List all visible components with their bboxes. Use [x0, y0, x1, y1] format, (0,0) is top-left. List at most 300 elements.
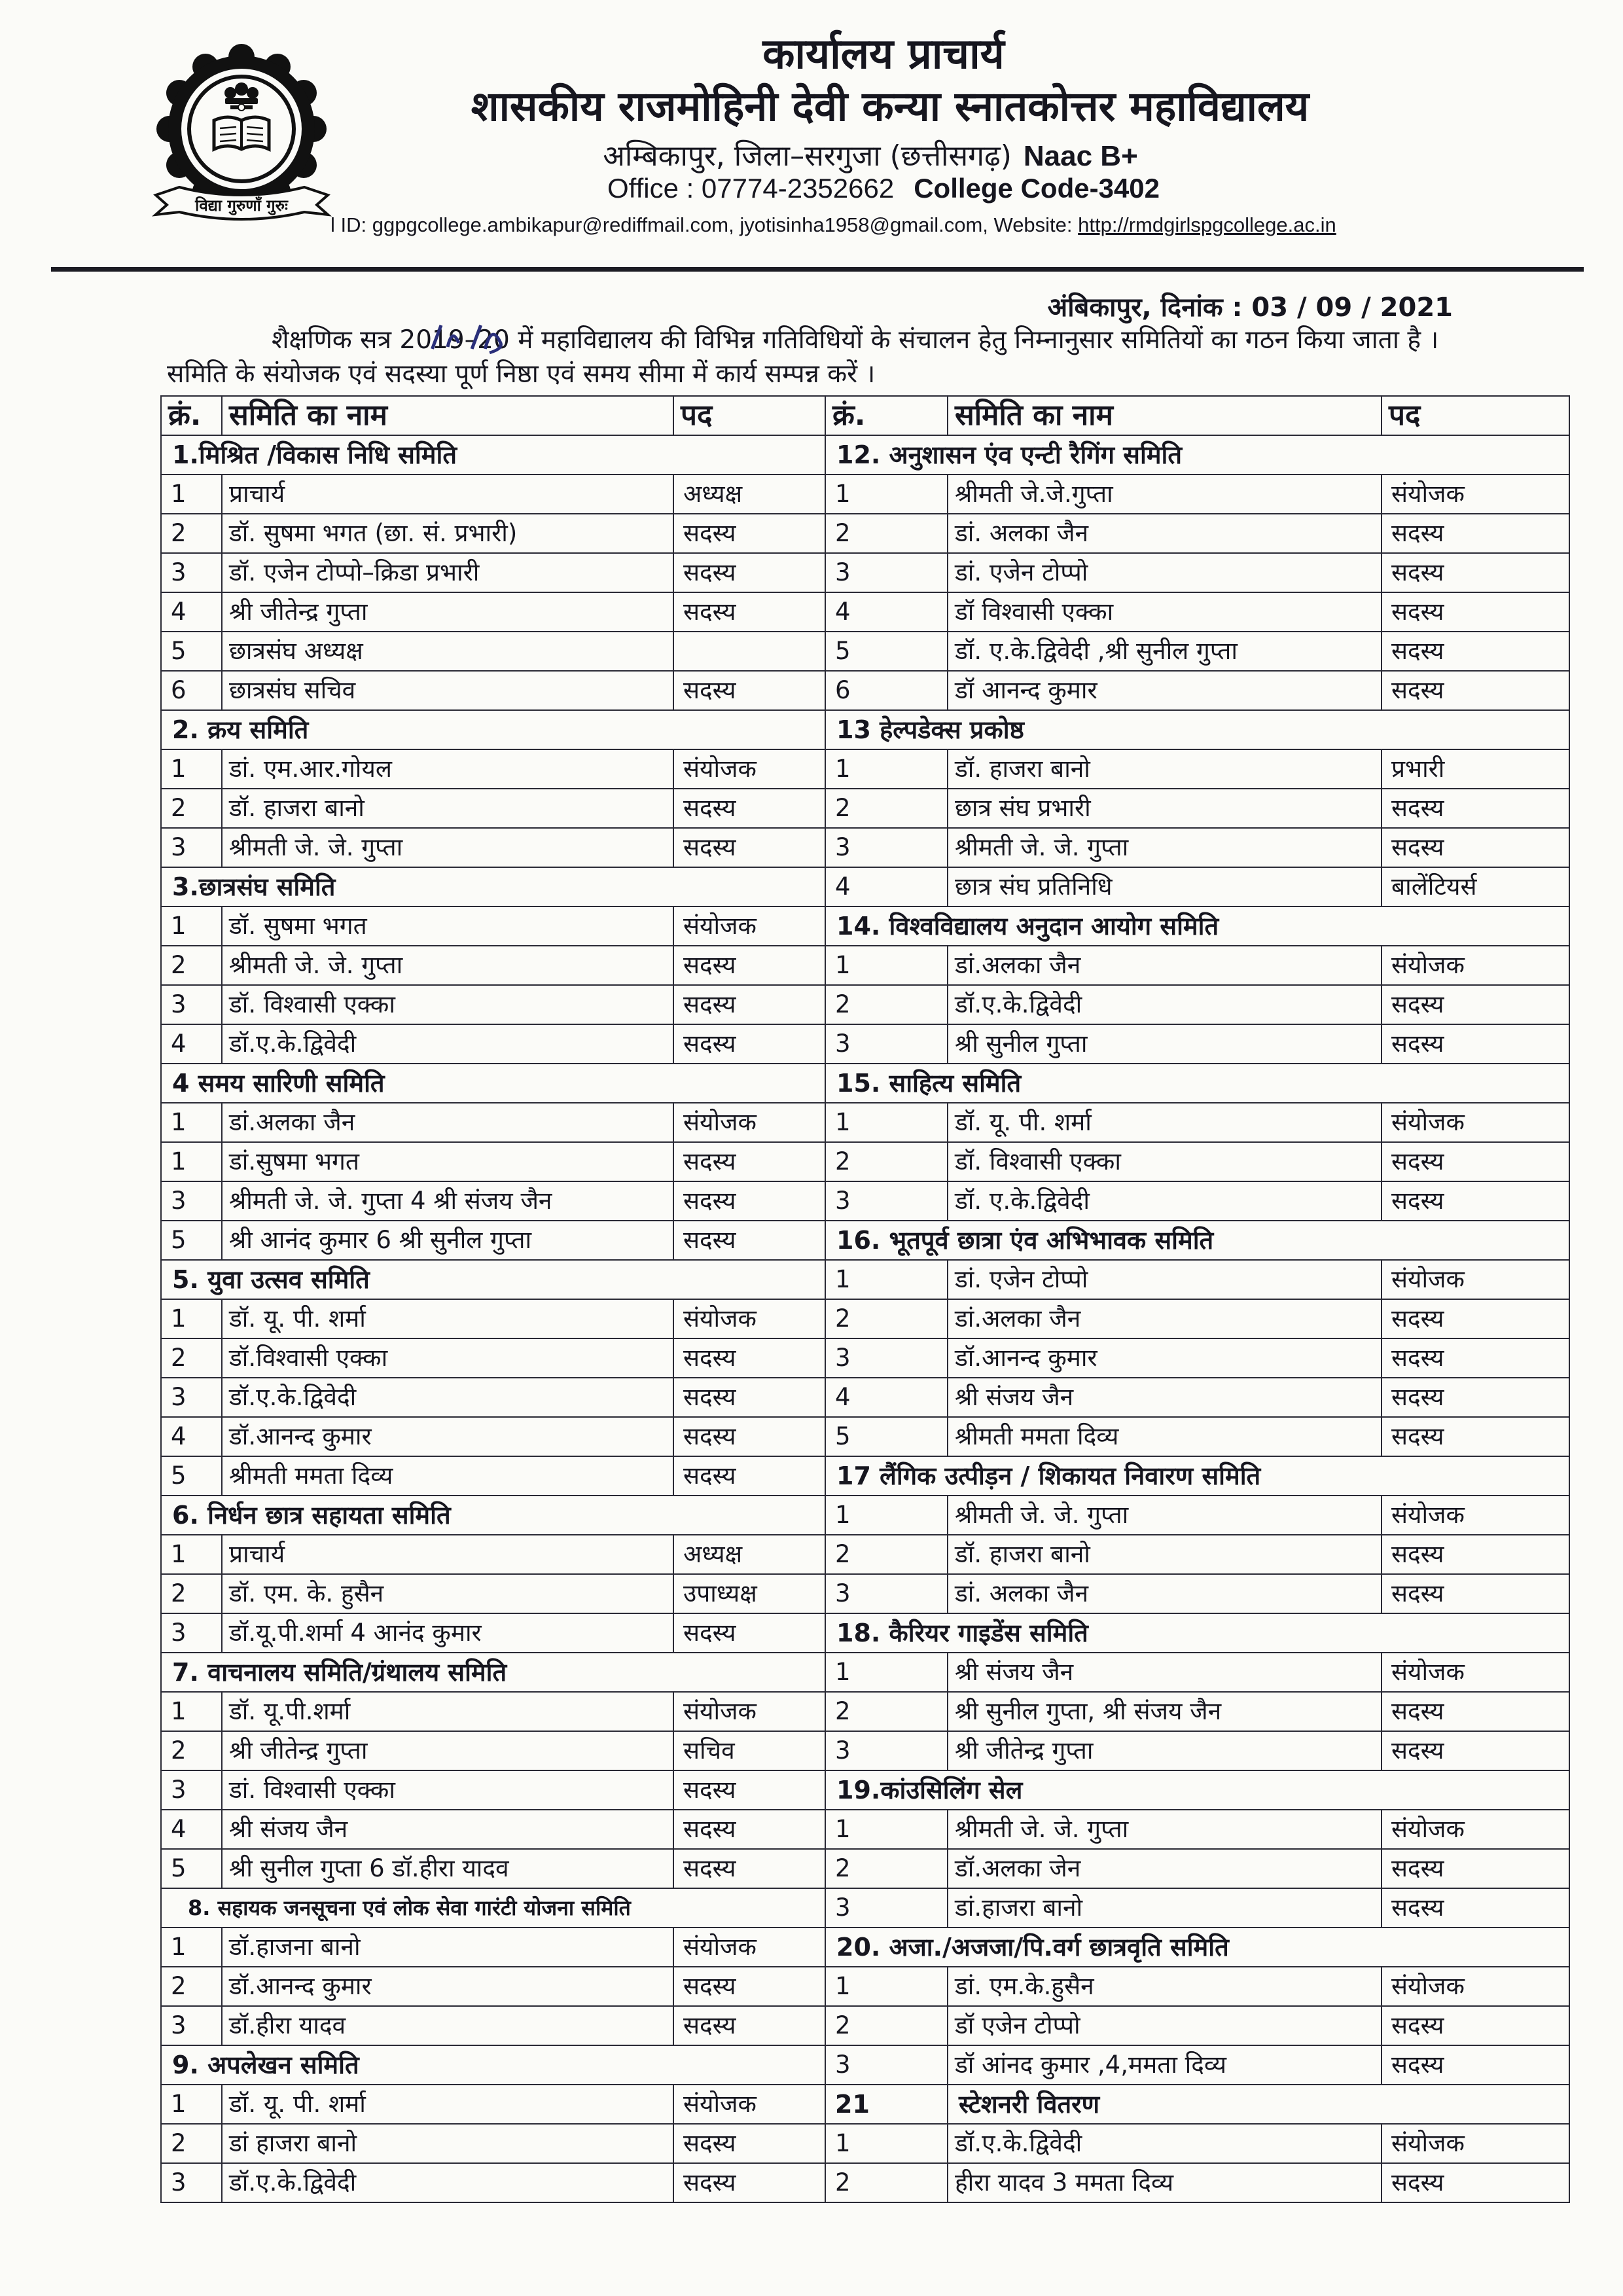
member-role: सदस्य: [673, 1810, 825, 1849]
member-name: डॉ.अलका जेन: [948, 1849, 1382, 1888]
member-name: छात्रसंघ अध्यक्ष: [222, 632, 673, 671]
member-name: डॉ आंनद कुमार ,4,ममता दिव्य: [948, 2045, 1382, 2085]
member-role: [673, 632, 825, 671]
column-header-number: क्रं.: [161, 396, 222, 435]
member-name: डॉ. हाजरा बानो: [948, 1535, 1382, 1574]
member-role: बालेंटियर्स: [1382, 867, 1569, 906]
member-name: श्रीमती ममता दिव्य: [948, 1417, 1382, 1456]
table-row: [161, 1417, 1569, 1456]
member-role: प्रभारी: [1382, 749, 1569, 789]
member-name: डॉ विश्वासी एक्का: [948, 592, 1382, 632]
member-number: 3: [825, 828, 948, 867]
member-number: 3: [825, 553, 948, 592]
member-role: सदस्य: [673, 1613, 825, 1653]
table-row: [161, 906, 1569, 946]
office-contact-line: [524, 173, 1243, 204]
member-number: 3: [825, 1574, 948, 1613]
member-number: 3: [825, 1731, 948, 1770]
member-role: सदस्य: [673, 1849, 825, 1888]
member-role: संयोजक: [1382, 1967, 1569, 2006]
member-name: छात्र संघ प्रतिनिधि: [948, 867, 1382, 906]
member-role: सदस्य: [1382, 1338, 1569, 1378]
member-number: 1: [161, 1535, 222, 1574]
member-role: सदस्य: [673, 946, 825, 985]
table-row: [161, 632, 1569, 671]
member-name: श्रीमती जे. जे. गुप्ता: [948, 1810, 1382, 1849]
member-role: संयोजक: [673, 749, 825, 789]
table-row: [161, 553, 1569, 592]
member-number: 2: [161, 946, 222, 985]
member-name: डॉ. विश्वासी एक्का: [222, 985, 673, 1024]
member-number: 5: [161, 632, 222, 671]
committee-heading: 5. युवा उत्सव समिति: [161, 1260, 825, 1299]
committee-heading: 2. क्रय समिति: [161, 710, 825, 749]
member-role: सदस्य: [1382, 1299, 1569, 1338]
intro-prefix: शैक्षणिक सत्र: [272, 325, 400, 355]
member-number: 4: [825, 1378, 948, 1417]
member-name: श्रीमती जे.जे.गुप्ता: [948, 475, 1382, 514]
member-role: सदस्य: [1382, 1731, 1569, 1770]
member-role: सदस्य: [673, 985, 825, 1024]
table-row: [161, 1064, 1569, 1103]
table-row: [161, 1496, 1569, 1535]
member-name: प्राचार्य: [222, 475, 673, 514]
member-name: डॉ.विश्वासी एक्का: [222, 1338, 673, 1378]
member-role: सदस्य: [1382, 592, 1569, 632]
member-name: डॉ आनन्द कुमार: [948, 671, 1382, 710]
member-role: सदस्य: [673, 1456, 825, 1496]
member-number: 4: [161, 592, 222, 632]
member-name: श्री संजय जैन: [948, 1378, 1382, 1417]
table-row: [161, 1103, 1569, 1142]
table-row: [161, 2085, 1569, 2124]
member-name: छात्रसंघ सचिव: [222, 671, 673, 710]
session-year: [399, 323, 509, 357]
member-role: संयोजक: [1382, 1810, 1569, 1849]
table-row: [161, 435, 1569, 475]
email-text: l ID: ggpgcollege.ambikapur@rediffmail.com, jyotisinha1958@gmail.com, Website:: [330, 213, 1079, 236]
member-name: डां.अलका जैन: [222, 1103, 673, 1142]
member-role: संयोजक: [1382, 2124, 1569, 2163]
member-role: सदस्य: [1382, 1378, 1569, 1417]
handwritten-correction-icon: [399, 319, 509, 359]
member-role: सदस्य: [1382, 789, 1569, 828]
table-row: [161, 475, 1569, 514]
member-number: 1: [161, 1299, 222, 1338]
member-role: सदस्य: [673, 1024, 825, 1064]
member-name: श्री सुनील गुप्ता 6 डॉ.हीरा यादव: [222, 1849, 673, 1888]
committee-heading: 12. अनुशासन एंव एन्टी रैगिंग समिति: [825, 435, 1569, 475]
table-row: [161, 2124, 1569, 2163]
member-name: डॉ. एम. के. हुसैन: [222, 1574, 673, 1613]
member-name: डॉ.ए.के.द्विवेदी: [222, 1024, 673, 1064]
member-role: संयोजक: [1382, 1103, 1569, 1142]
table-header-row: [161, 396, 1569, 435]
session-year-text: 2019–20: [399, 325, 510, 355]
column-header-role: पद: [1382, 396, 1569, 435]
member-name: डॉ.यू.पी.शर्मा 4 आनंद कुमार: [222, 1613, 673, 1653]
member-role: सदस्य: [673, 1770, 825, 1810]
table-row: [161, 514, 1569, 553]
member-name: प्राचार्य: [222, 1535, 673, 1574]
table-row: [161, 789, 1569, 828]
logo-motto: विद्या गुरुणाँ गुरुः: [195, 196, 288, 215]
table-row: [161, 671, 1569, 710]
member-role: सदस्य: [1382, 985, 1569, 1024]
member-name: डां.सुषमा भगत: [222, 1142, 673, 1181]
member-number: 3: [161, 1770, 222, 1810]
member-name: डॉ. सुषमा भगत (छा. सं. प्रभारी): [222, 514, 673, 553]
table-row: [161, 1535, 1569, 1574]
member-role: सदस्य: [673, 2124, 825, 2163]
table-row: [161, 1574, 1569, 1613]
member-number: 1: [161, 906, 222, 946]
committee-heading: 20. अजा./अजजा/पि.वर्ग छात्रवृति समिति: [825, 1928, 1569, 1967]
member-number: 1: [825, 1810, 948, 1849]
member-name: डॉ.ए.के.द्विवेदी: [222, 2163, 673, 2202]
member-number: 3: [161, 1181, 222, 1221]
member-number: 2: [161, 789, 222, 828]
member-name: डॉ. एजेन टोप्पो–क्रिडा प्रभारी: [222, 553, 673, 592]
member-name: डां.अलका जैन: [948, 1299, 1382, 1338]
member-number: 1: [161, 1928, 222, 1967]
committee-table: [160, 395, 1570, 2203]
member-number: 6: [161, 671, 222, 710]
member-number: 4: [161, 1810, 222, 1849]
member-role: अध्यक्ष: [673, 475, 825, 514]
table-row: [161, 749, 1569, 789]
member-name: श्री सुनील गुप्ता, श्री संजय जैन: [948, 1692, 1382, 1731]
member-name: डां. एम.आर.गोयल: [222, 749, 673, 789]
member-name: डां हाजरा बानो: [222, 2124, 673, 2163]
member-role: संयोजक: [673, 1299, 825, 1338]
header-divider: [51, 267, 1584, 272]
table-row: [161, 1221, 1569, 1260]
address-line: [497, 135, 1243, 174]
table-row: [161, 1181, 1569, 1221]
member-role: सदस्य: [673, 1378, 825, 1417]
member-number: 1: [161, 1692, 222, 1731]
committee-heading: 3.छात्रसंघ समिति: [161, 867, 825, 906]
member-role: सदस्य: [673, 828, 825, 867]
member-role: सदस्य: [673, 1967, 825, 2006]
member-number: 2: [825, 789, 948, 828]
member-name: डॉ. यू.पी.शर्मा: [222, 1692, 673, 1731]
member-number: 1: [825, 1967, 948, 2006]
member-name: छात्र संघ प्रभारी: [948, 789, 1382, 828]
member-name: डां. विश्वासी एक्का: [222, 1770, 673, 1810]
member-number: 1: [825, 749, 948, 789]
member-number: 3: [825, 1338, 948, 1378]
member-name: डां. अलका जैन: [948, 1574, 1382, 1613]
committee-heading: स्टेशनरी वितरण: [948, 2085, 1569, 2124]
member-role: सदस्य: [1382, 1692, 1569, 1731]
address-text: अम्बिकापुर, जिला–सरगुजा (छत्तीसगढ़): [603, 139, 1012, 173]
member-number: 2: [825, 2006, 948, 2045]
table-row: [161, 946, 1569, 985]
member-number: 3: [161, 553, 222, 592]
member-number: 1: [161, 1142, 222, 1181]
email-website-line: [330, 213, 1574, 237]
member-role: सदस्य: [1382, 2045, 1569, 2085]
table-row: [161, 1338, 1569, 1378]
member-name: डॉ. यू. पी. शर्मा: [222, 2085, 673, 2124]
member-role: सदस्य: [1382, 1574, 1569, 1613]
table-row: [161, 985, 1569, 1024]
table-row: [161, 1653, 1569, 1692]
member-role: सदस्य: [1382, 1181, 1569, 1221]
college-code: College Code-3402: [914, 173, 1160, 204]
column-header-committee: समिति का नाम: [948, 396, 1382, 435]
member-number: 3: [161, 828, 222, 867]
member-number: 2: [161, 2124, 222, 2163]
college-logo: [152, 41, 332, 237]
member-role: सदस्य: [1382, 671, 1569, 710]
committee-heading: 15. साहित्य समिति: [825, 1064, 1569, 1103]
member-role: सदस्य: [1382, 553, 1569, 592]
table-row: [161, 1888, 1569, 1928]
member-role: सदस्य: [673, 553, 825, 592]
member-role: सदस्य: [673, 1181, 825, 1221]
committee-heading: 9. अपलेखन समिति: [161, 2045, 825, 2085]
committee-heading: 16. भूतपूर्व छात्रा एंव अभिभावक समिति: [825, 1221, 1569, 1260]
member-role: सदस्य: [673, 1221, 825, 1260]
member-number: 1: [161, 475, 222, 514]
member-name: डॉ.हाजना बानो: [222, 1928, 673, 1967]
committee-heading: 18. कैरियर गाइडेंस समिति: [825, 1613, 1569, 1653]
member-number: 1: [161, 2085, 222, 2124]
member-role: सदस्य: [1382, 2163, 1569, 2202]
member-name: श्रीमती जे. जे. गुप्ता 4 श्री संजय जैन: [222, 1181, 673, 1221]
table-row: [161, 2006, 1569, 2045]
member-name: डॉ. सुषमा भगत: [222, 906, 673, 946]
committee-heading: 19.कांउसिलिंग सेल: [825, 1770, 1569, 1810]
member-name: डां. एम.के.हुसैन: [948, 1967, 1382, 2006]
member-number: 3: [161, 1613, 222, 1653]
date-line: अंबिकापुर, दिनांक : 03 / 09 / 2021: [1047, 293, 1453, 323]
member-number: 5: [825, 632, 948, 671]
member-role: सदस्य: [673, 789, 825, 828]
member-name: हीरा यादव 3 ममता दिव्य: [948, 2163, 1382, 2202]
table-row: [161, 1456, 1569, 1496]
member-role: सदस्य: [673, 2163, 825, 2202]
member-number: 2: [825, 1692, 948, 1731]
member-name: श्री जीतेन्द्र गुप्ता: [948, 1731, 1382, 1770]
member-role: सदस्य: [1382, 632, 1569, 671]
member-name: श्रीमती ममता दिव्य: [222, 1456, 673, 1496]
member-role: उपाध्यक्ष: [673, 1574, 825, 1613]
table-row: [161, 1692, 1569, 1731]
member-number: 3: [825, 1024, 948, 1064]
member-name: श्री सुनील गुप्ता: [948, 1024, 1382, 1064]
member-name: डॉ. हाजरा बानो: [222, 789, 673, 828]
table-row: [161, 1770, 1569, 1810]
member-role: सदस्य: [673, 592, 825, 632]
office-title: कार्यालय प्राचार्य: [762, 30, 1005, 79]
member-number: 1: [825, 1496, 948, 1535]
member-number: 5: [161, 1849, 222, 1888]
table-row: [161, 1928, 1569, 1967]
member-number: 1: [825, 946, 948, 985]
table-row: [161, 867, 1569, 906]
member-number: 2: [161, 1731, 222, 1770]
member-role: संयोजक: [1382, 1496, 1569, 1535]
member-role: सदस्य: [1382, 1142, 1569, 1181]
member-name: श्री संजय जैन: [948, 1653, 1382, 1692]
member-name: डॉ. ए.के.द्विवेदी ,श्री सुनील गुप्ता: [948, 632, 1382, 671]
committee-heading: 14. विश्वविद्यालय अनुदान आयोग समिति: [825, 906, 1569, 946]
member-role: सदस्य: [673, 514, 825, 553]
member-number: 1: [825, 1260, 948, 1299]
member-name: श्रीमती जे. जे. गुप्ता: [948, 828, 1382, 867]
member-name: डॉ.आनन्द कुमार: [222, 1417, 673, 1456]
member-name: डॉ.हीरा यादव: [222, 2006, 673, 2045]
member-number: 1: [825, 1653, 948, 1692]
member-name: श्री जीतेन्द्र गुप्ता: [222, 592, 673, 632]
member-name: डां. एजेन टोप्पो: [948, 553, 1382, 592]
member-name: डॉ एजेन टोप्पो: [948, 2006, 1382, 2045]
committee-heading: 13 हेल्पडेक्स प्रकोष्ठ: [825, 710, 1569, 749]
table-row: [161, 2045, 1569, 2085]
table-row: [161, 1613, 1569, 1653]
member-number: 2: [161, 1574, 222, 1613]
college-emblem-icon: [152, 41, 332, 237]
table-row: [161, 1024, 1569, 1064]
member-name: डॉ.आनन्द कुमार: [222, 1967, 673, 2006]
office-phone: Office : 07774-2352662: [607, 173, 895, 204]
member-number: 2: [825, 1849, 948, 1888]
table-row: [161, 1967, 1569, 2006]
member-number: 5: [161, 1456, 222, 1496]
member-name: डॉ.ए.के.द्विवेदी: [948, 2124, 1382, 2163]
member-number: 1: [161, 749, 222, 789]
member-name: श्रीमती जे. जे. गुप्ता: [222, 828, 673, 867]
intro-paragraph: [167, 323, 1472, 391]
member-number: 2: [161, 1338, 222, 1378]
member-role: सदस्य: [1382, 1024, 1569, 1064]
table-row: [161, 710, 1569, 749]
member-number: 4: [825, 592, 948, 632]
member-role: सदस्य: [673, 1142, 825, 1181]
member-role: अध्यक्ष: [673, 1535, 825, 1574]
member-number: 3: [161, 985, 222, 1024]
table-row: [161, 1849, 1569, 1888]
member-number: 2: [161, 514, 222, 553]
member-role: सदस्य: [1382, 1535, 1569, 1574]
member-name: डॉ. विश्वासी एक्का: [948, 1142, 1382, 1181]
member-number: 2: [825, 1142, 948, 1181]
member-role: संयोजक: [1382, 1260, 1569, 1299]
column-header-number: क्रं.: [825, 396, 948, 435]
member-number: 2: [825, 1535, 948, 1574]
member-role: संयोजक: [1382, 946, 1569, 985]
member-name: श्री संजय जैन: [222, 1810, 673, 1849]
member-number: 5: [825, 1417, 948, 1456]
committee-heading: 1.मिश्रित /विकास निधि समिति: [161, 435, 825, 475]
member-number: 2: [825, 1299, 948, 1338]
member-role: संयोजक: [673, 1928, 825, 1967]
member-number: 2: [161, 1967, 222, 2006]
member-number: 3: [161, 1378, 222, 1417]
member-name: डां. अलका जैन: [948, 514, 1382, 553]
member-name: डॉ. यू. पी. शर्मा: [948, 1103, 1382, 1142]
member-role: सदस्य: [673, 2006, 825, 2045]
committee-heading: 8. सहायक जनसूचना एवं लोक सेवा गारंटी योजना समिति: [161, 1888, 825, 1928]
member-name: श्री आनंद कुमार 6 श्री सुनील गुप्ता: [222, 1221, 673, 1260]
member-number: 2: [825, 2163, 948, 2202]
member-role: संयोजक: [1382, 1653, 1569, 1692]
naac-grade: Naac B+: [1023, 140, 1138, 172]
member-number: 1: [161, 1103, 222, 1142]
member-role: संयोजक: [673, 2085, 825, 2124]
member-role: संयोजक: [673, 906, 825, 946]
member-number: 4: [161, 1024, 222, 1064]
member-number: 3: [825, 2045, 948, 2085]
table-row: [161, 1378, 1569, 1417]
member-name: श्रीमती जे. जे. गुप्ता: [222, 946, 673, 985]
committee-heading: 7. वाचनालय समिति/ग्रंथालय समिति: [161, 1653, 825, 1692]
member-role: सदस्य: [1382, 1849, 1569, 1888]
committee-table-body: [161, 435, 1569, 2202]
member-number: 1: [825, 2124, 948, 2163]
member-name: डॉ.ए.के.द्विवेदी: [222, 1378, 673, 1417]
table-row: [161, 1299, 1569, 1338]
member-number: 2: [825, 514, 948, 553]
member-role: संयोजक: [673, 1692, 825, 1731]
member-role: सदस्य: [673, 1338, 825, 1378]
member-number: 4: [161, 1417, 222, 1456]
table-row: [161, 828, 1569, 867]
member-name: श्रीमती जे. जे. गुप्ता: [948, 1496, 1382, 1535]
member-role: सदस्य: [1382, 828, 1569, 867]
column-header-committee: समिति का नाम: [222, 396, 673, 435]
member-role: संयोजक: [1382, 475, 1569, 514]
committee-number: 21: [825, 2085, 948, 2124]
intro-rest: में महाविद्यालय की विभिन्न गतिविधियों के संचालन हेतु निम्नानुसार समितियों का गठन किया जाता है । समिति के संयोजक एवं सदस्या पूर्ण निष्ठा एवं समय सीमा में कार्य सम्पन्न करें ।: [167, 325, 1439, 389]
member-name: डॉ. ए.के.द्विवेदी: [948, 1181, 1382, 1221]
member-number: 3: [825, 1888, 948, 1928]
member-role: सदस्य: [1382, 2006, 1569, 2045]
member-name: डॉ. हाजरा बानो: [948, 749, 1382, 789]
member-name: डॉ.आनन्द कुमार: [948, 1338, 1382, 1378]
member-role: सदस्य: [1382, 1888, 1569, 1928]
member-number: 3: [161, 2163, 222, 2202]
member-number: 3: [825, 1181, 948, 1221]
committee-heading: 4 समय सारिणी समिति: [161, 1064, 825, 1103]
member-number: 3: [161, 2006, 222, 2045]
website-link[interactable]: http://rmdgirlspgcollege.ac.in: [1078, 213, 1336, 236]
member-role: सदस्य: [1382, 514, 1569, 553]
member-role: सचिव: [673, 1731, 825, 1770]
member-role: सदस्य: [673, 671, 825, 710]
column-header-role: पद: [673, 396, 825, 435]
table-row: [161, 1731, 1569, 1770]
member-name: डॉ.ए.के.द्विवेदी: [948, 985, 1382, 1024]
table-row: [161, 2163, 1569, 2202]
table-row: [161, 1260, 1569, 1299]
member-name: डां.अलका जैन: [948, 946, 1382, 985]
member-number: 1: [825, 475, 948, 514]
committee-heading: 17 लैंगिक उत्पीड़न / शिकायत निवारण समिति: [825, 1456, 1569, 1496]
member-role: सदस्य: [673, 1417, 825, 1456]
member-number: 1: [825, 1103, 948, 1142]
member-name: डॉ. यू. पी. शर्मा: [222, 1299, 673, 1338]
member-name: श्री जीतेन्द्र गुप्ता: [222, 1731, 673, 1770]
member-number: 4: [825, 867, 948, 906]
table-row: [161, 592, 1569, 632]
committee-heading: 6. निर्धन छात्र सहायता समिति: [161, 1496, 825, 1535]
table-row: [161, 1810, 1569, 1849]
